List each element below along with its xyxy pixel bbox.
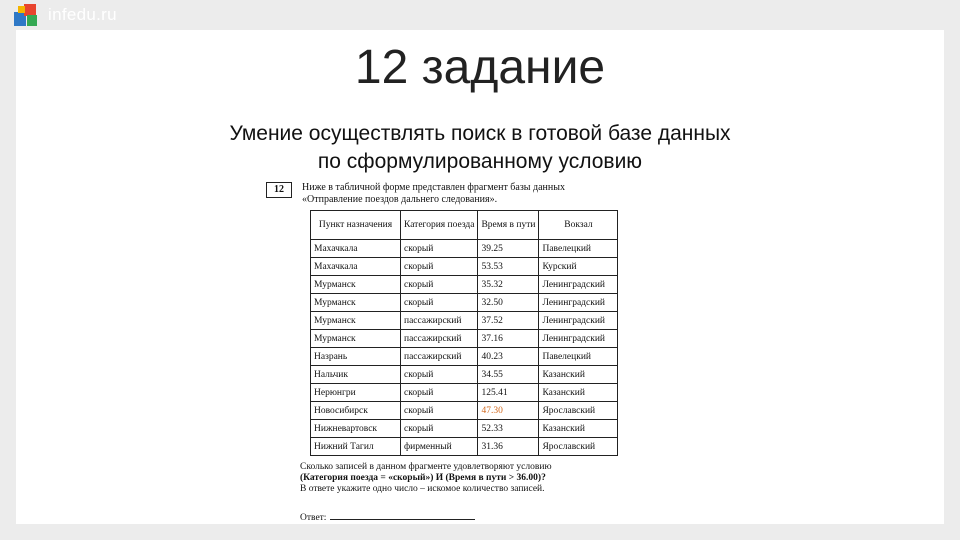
subtitle-line-2: по сформулированному условию bbox=[317, 150, 643, 173]
cell-destination: Новосибирск bbox=[311, 402, 401, 420]
cell-travel-time: 37.16 bbox=[478, 330, 539, 348]
task-question bbox=[300, 462, 640, 495]
header-destination: Пункт назначения bbox=[311, 211, 401, 240]
cell-travel-time: 34.55 bbox=[478, 366, 539, 384]
cell-travel-time: 52.33 bbox=[478, 420, 539, 438]
cell-station: Ленинградский bbox=[539, 312, 618, 330]
intro-line-1: Ниже в табличной форме представлен фрагмент базы данных bbox=[302, 182, 565, 193]
header-category: Категория поезда bbox=[401, 211, 478, 240]
cell-category: скорый bbox=[401, 420, 478, 438]
infedu-logo bbox=[14, 4, 42, 26]
cell-destination: Нальчик bbox=[311, 366, 401, 384]
cell-destination: Мурманск bbox=[311, 312, 401, 330]
task-number: 12 bbox=[266, 182, 292, 198]
trains-table bbox=[310, 210, 618, 456]
cell-destination: Мурманск bbox=[311, 276, 401, 294]
cell-category: пассажирский bbox=[401, 348, 478, 366]
answer-blank-line[interactable] bbox=[330, 519, 475, 520]
brand-name: infedu.ru bbox=[48, 5, 117, 24]
header-station: Вокзал bbox=[539, 211, 618, 240]
cell-station: Курский bbox=[539, 258, 618, 276]
cell-category: скорый bbox=[401, 258, 478, 276]
table-row bbox=[311, 348, 618, 366]
table-row bbox=[311, 276, 618, 294]
cell-category: скорый bbox=[401, 402, 478, 420]
cell-travel-time: 53.53 bbox=[478, 258, 539, 276]
cell-travel-time: 31.36 bbox=[478, 438, 539, 456]
cell-category: скорый bbox=[401, 276, 478, 294]
cell-station: Ярославский bbox=[539, 402, 618, 420]
table-row bbox=[311, 312, 618, 330]
question-line-3: В ответе укажите одно число – искомое количество записей. bbox=[300, 484, 545, 494]
cell-destination: Махачкала bbox=[311, 258, 401, 276]
header-travel-time: Время в пути bbox=[478, 211, 539, 240]
slide-title: 12 задание bbox=[354, 41, 606, 94]
cell-destination: Мурманск bbox=[311, 330, 401, 348]
cell-destination: Мурманск bbox=[311, 294, 401, 312]
cell-category: скорый bbox=[401, 240, 478, 258]
cell-category: скорый bbox=[401, 294, 478, 312]
cell-category: пассажирский bbox=[401, 312, 478, 330]
answer-label: Ответ: bbox=[300, 513, 327, 523]
task-intro bbox=[302, 182, 642, 206]
table-header-row bbox=[311, 211, 618, 240]
cell-category: пассажирский bbox=[401, 330, 478, 348]
cell-destination: Назрань bbox=[311, 348, 401, 366]
cell-travel-time: 37.52 bbox=[478, 312, 539, 330]
cell-station: Ярославский bbox=[539, 438, 618, 456]
table-row bbox=[311, 402, 618, 420]
table-row bbox=[311, 420, 618, 438]
cell-travel-time: 35.32 bbox=[478, 276, 539, 294]
cell-travel-time: 47.30 bbox=[478, 402, 539, 420]
question-line-2: (Категория поезда = «скорый») И (Время в пути > 36.00)? bbox=[300, 473, 546, 483]
cell-destination: Нерюнгри bbox=[311, 384, 401, 402]
cell-travel-time: 39.25 bbox=[478, 240, 539, 258]
table-row bbox=[311, 384, 618, 402]
cell-station: Ленинградский bbox=[539, 294, 618, 312]
cell-destination: Нижний Тагил bbox=[311, 438, 401, 456]
cell-station: Казанский bbox=[539, 366, 618, 384]
cell-travel-time: 40.23 bbox=[478, 348, 539, 366]
intro-line-2: «Отправление поездов дальнего следования». bbox=[302, 194, 498, 205]
table-row bbox=[311, 294, 618, 312]
cell-category: скорый bbox=[401, 384, 478, 402]
cell-station: Павелецкий bbox=[539, 348, 618, 366]
cell-station: Казанский bbox=[539, 384, 618, 402]
cell-station: Казанский bbox=[539, 420, 618, 438]
cell-station: Ленинградский bbox=[539, 276, 618, 294]
answer-field bbox=[300, 513, 475, 523]
subtitle-line-1: Умение осуществлять поиск в готовой базе данных bbox=[229, 122, 731, 145]
cell-destination: Махачкала bbox=[311, 240, 401, 258]
cell-station: Павелецкий bbox=[539, 240, 618, 258]
question-line-1: Сколько записей в данном фрагменте удовлетворяют условию bbox=[300, 462, 552, 472]
cell-station: Ленинградский bbox=[539, 330, 618, 348]
table-row bbox=[311, 366, 618, 384]
cell-travel-time: 125.41 bbox=[478, 384, 539, 402]
cell-destination: Нижневартовск bbox=[311, 420, 401, 438]
table-row bbox=[311, 240, 618, 258]
slide-subtitle bbox=[0, 120, 960, 176]
cell-category: скорый bbox=[401, 366, 478, 384]
table-row bbox=[311, 330, 618, 348]
table-row bbox=[311, 438, 618, 456]
table-row bbox=[311, 258, 618, 276]
cell-category: фирменный bbox=[401, 438, 478, 456]
cell-travel-time: 32.50 bbox=[478, 294, 539, 312]
